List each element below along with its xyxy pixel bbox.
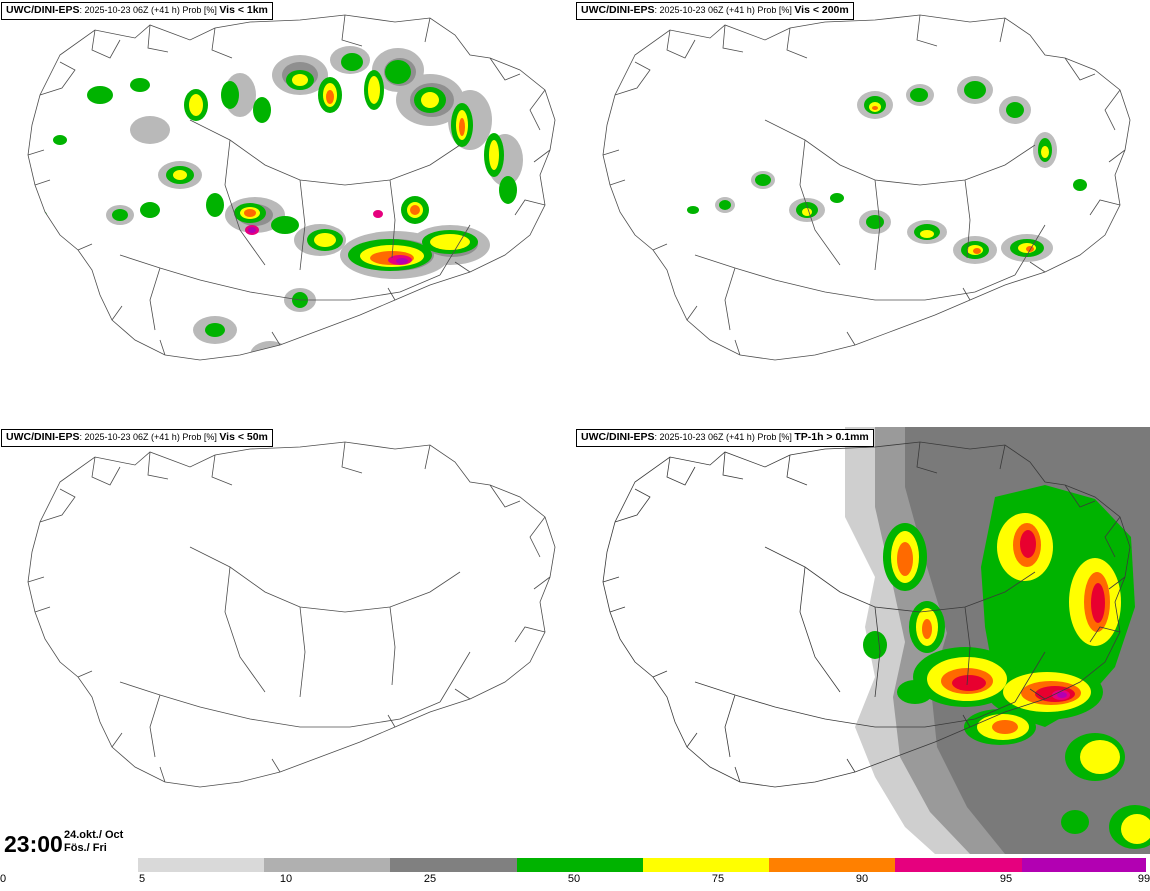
colorbar-gradient xyxy=(138,858,1146,872)
map-canvas-vis-1km[interactable] xyxy=(0,0,575,427)
model-name: UWC/DINI-EPS xyxy=(581,4,655,16)
map-panel-vis-1km[interactable] xyxy=(0,0,575,427)
probability-field xyxy=(845,427,1150,854)
model-name: UWC/DINI-EPS xyxy=(6,4,80,16)
map-canvas-vis-200m[interactable] xyxy=(575,0,1150,427)
valid-date-text: 24.okt./ Oct xyxy=(64,829,124,841)
colorbar-tick-25: 25 xyxy=(423,873,437,885)
colorbar-segment-95 xyxy=(895,858,1021,872)
map-canvas-vis-50m[interactable] xyxy=(0,427,575,854)
parameter-label: Vis < 200m xyxy=(794,4,849,16)
colorbar-ticks xyxy=(0,873,1150,889)
run-meta: : 2025-10-23 06Z (+41 h) Prob [%] xyxy=(654,432,795,442)
colorbar-tick-75: 75 xyxy=(711,873,725,885)
colorbar-tick-0: 0 xyxy=(0,873,7,885)
coastline xyxy=(603,15,1130,360)
colorbar-segment-75 xyxy=(643,858,769,872)
parameter-label: TP-1h > 0.1mm xyxy=(794,431,869,443)
colorbar-segment-50 xyxy=(517,858,643,872)
panel-title-vis-50m xyxy=(1,429,273,447)
parameter-label: Vis < 1km xyxy=(219,4,268,16)
map-panel-vis-50m[interactable] xyxy=(0,427,575,854)
colorbar-tick-5: 5 xyxy=(138,873,146,885)
probability-field xyxy=(687,76,1087,264)
model-name: UWC/DINI-EPS xyxy=(581,431,655,443)
run-meta: : 2025-10-23 06Z (+41 h) Prob [%] xyxy=(79,432,220,442)
panel-title-tp-1h xyxy=(576,429,874,447)
colorbar-tick-50: 50 xyxy=(567,873,581,885)
run-meta: : 2025-10-23 06Z (+41 h) Prob [%] xyxy=(654,5,795,15)
colorbar-tick-10: 10 xyxy=(279,873,293,885)
valid-weekday-text: Fös./ Fri xyxy=(64,842,107,854)
colorbar-tick-90: 90 xyxy=(855,873,869,885)
map-panel-tp-1h[interactable] xyxy=(575,427,1150,854)
colorbar[interactable] xyxy=(0,858,1150,891)
valid-date xyxy=(64,829,123,855)
colorbar-segment-5 xyxy=(138,858,264,872)
run-meta: : 2025-10-23 06Z (+41 h) Prob [%] xyxy=(79,5,220,15)
panel-title-vis-1km xyxy=(1,2,273,20)
panel-title-vis-200m xyxy=(576,2,854,20)
probability-field xyxy=(33,46,523,369)
model-name: UWC/DINI-EPS xyxy=(6,431,80,443)
map-canvas-tp-1h[interactable] xyxy=(575,427,1150,854)
parameter-label: Vis < 50m xyxy=(219,431,268,443)
colorbar-tick-95: 95 xyxy=(999,873,1013,885)
colorbar-segment-25 xyxy=(390,858,516,872)
colorbar-segment-99 xyxy=(1022,858,1146,872)
map-panel-vis-200m[interactable] xyxy=(575,0,1150,427)
valid-time-box xyxy=(4,831,134,865)
coastline xyxy=(28,442,555,787)
valid-time: 23:00 xyxy=(4,831,63,857)
colorbar-tick-99: 99 xyxy=(1137,873,1150,885)
colorbar-segment-10 xyxy=(264,858,390,872)
colorbar-segment-90 xyxy=(769,858,895,872)
